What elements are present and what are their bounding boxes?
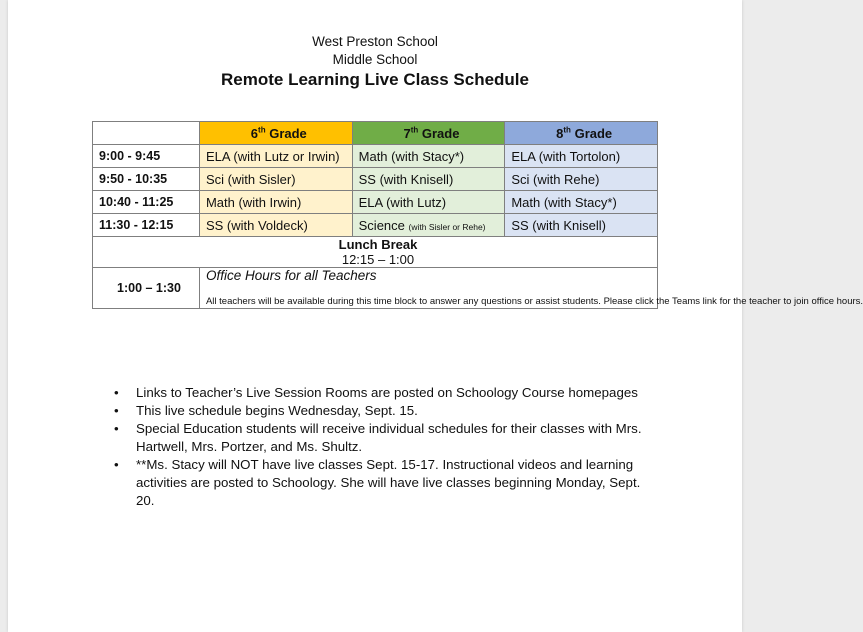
table-row (93, 145, 658, 168)
bullet-icon: • (114, 403, 119, 418)
bullet-icon: • (114, 385, 119, 400)
office-hours-title: Office Hours for all Teachers (205, 268, 377, 283)
grade-7-class (352, 214, 505, 237)
grade-6-class: ELA (with Lutz or Irwin) (199, 145, 352, 168)
table-row (93, 168, 658, 191)
office-hours-cell (199, 268, 863, 309)
bullet-icon: • (114, 421, 119, 436)
grade-6-class: SS (with Voldeck) (199, 214, 352, 237)
grade-6-class: Sci (with Sisler) (199, 168, 352, 191)
empty-header-cell (93, 122, 200, 145)
grade-7-class: Math (with Stacy*) (352, 145, 505, 168)
grade-7-header: 7th Grade (352, 122, 505, 145)
document-page (8, 0, 863, 632)
time-cell: 11:30 - 12:15 (93, 214, 200, 237)
list-item: • Links to Teacher’s Live Session Rooms are posted on Schoology Course homepages (114, 385, 638, 400)
grade-8-class: Math (with Stacy*) (505, 191, 658, 214)
grade-8-header: 8th Grade (505, 122, 658, 145)
grade-7-class: SS (with Knisell) (352, 168, 505, 191)
page-title: Remote Learning Live Class Schedule (221, 70, 529, 89)
grade-7-class: ELA (with Lutz) (352, 191, 505, 214)
time-cell: 10:40 - 11:25 (93, 191, 200, 214)
grade-6-class: Math (with Irwin) (199, 191, 352, 214)
class-name: Science (358, 217, 405, 233)
grade-6-header: 6th Grade (199, 122, 352, 145)
class-teachers: (with Sisler or Rehe) (408, 221, 486, 232)
lunch-row (93, 237, 658, 268)
grade-8-class: ELA (with Tortolon) (505, 145, 658, 168)
lunch-label: Lunch Break (338, 237, 418, 252)
grade-8-class: SS (with Knisell) (505, 214, 658, 237)
grade-header-row (93, 122, 658, 145)
grade-8-class: Sci (with Rehe) (505, 168, 658, 191)
lunch-cell (93, 237, 658, 268)
notes-list (110, 384, 650, 510)
table-row (93, 214, 658, 237)
school-subtitle: Middle School (332, 52, 418, 67)
bullet-icon: • (114, 457, 119, 472)
time-cell: 9:00 - 9:45 (93, 145, 200, 168)
schedule-table (92, 121, 863, 309)
school-name: West Preston School (312, 34, 438, 49)
list-item: • This live schedule begins Wednesday, Sept. 15. (114, 403, 418, 418)
lunch-time: 12:15 – 1:00 (341, 252, 415, 267)
office-hours-row (93, 268, 658, 309)
office-hours-description: All teachers will be available during this time block to answer any questions or assist students. Please click the Teams link for the teacher to join office hours. (205, 296, 863, 307)
list-item: • Special Education students will receive individual schedules for their classes with Mrs. Hartwell, Mrs. Portzer, and Ms. Shultz. (114, 421, 642, 454)
list-item: • **Ms. Stacy will NOT have live classes Sept. 15-17. Instructional videos and learning activities are posted to Schoology. She will have live classes beginning Monday, Sept. 20. (114, 457, 641, 508)
office-hours-time: 1:00 – 1:30 (93, 268, 200, 309)
time-cell: 9:50 - 10:35 (93, 168, 200, 191)
table-row (93, 191, 658, 214)
